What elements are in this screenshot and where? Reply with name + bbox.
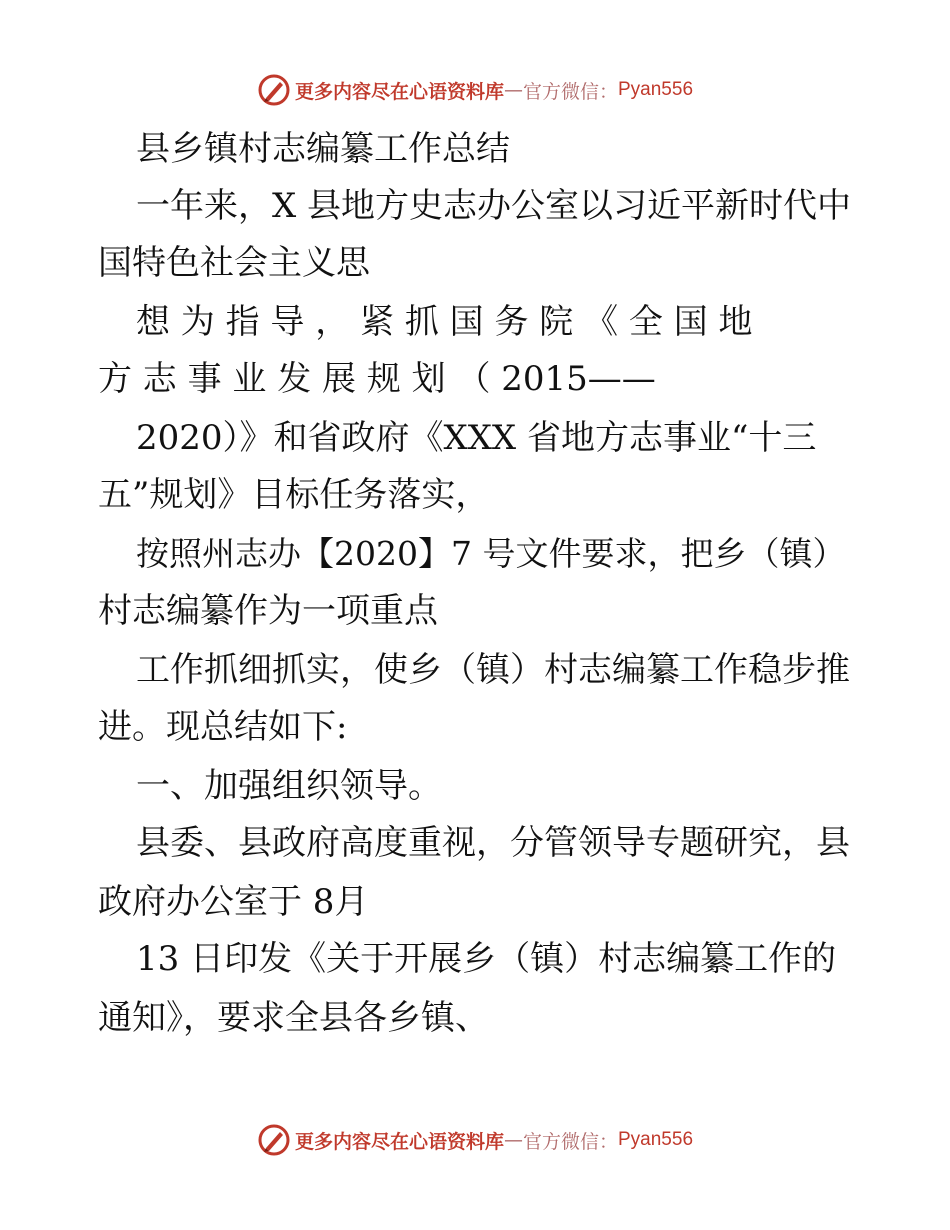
pen-logo-icon bbox=[257, 73, 291, 107]
paragraph-line: 13 日印发《关于开展乡（镇）村志编纂工作的 bbox=[136, 939, 837, 979]
banner-brand-text: 更多内容尽在心语资料库 bbox=[294, 80, 504, 103]
paragraph-line: 村志编纂作为一项重点 bbox=[98, 591, 438, 631]
banner-wechat-label: 官方微信： bbox=[522, 80, 618, 103]
banner-dash: — bbox=[503, 79, 523, 101]
paragraph-line: 国特色社会主义思 bbox=[98, 243, 370, 283]
banner-dash: — bbox=[503, 1129, 523, 1151]
paragraph-line: 通知》，要求全县各乡镇、 bbox=[98, 998, 489, 1038]
section-heading: 一、加强组织领导。 bbox=[136, 766, 442, 806]
paragraph-line: 2020）》和省政府《XXX 省地方志事业“十三 bbox=[136, 418, 817, 458]
paragraph-line: 按照州志办【2020】7 号文件要求，把乡（镇） bbox=[136, 534, 846, 573]
paragraph-line: 县委、县政府高度重视，分管领导专题研究，县 bbox=[136, 823, 850, 863]
banner-wechat-id: Pyan556 bbox=[618, 79, 694, 100]
paragraph-line: 政府办公室于 8月 bbox=[98, 882, 369, 922]
paragraph-line: 五”规划》目标任务落实， bbox=[98, 475, 490, 515]
document-title: 县乡镇村志编纂工作总结 bbox=[136, 129, 510, 169]
banner-brand-text: 更多内容尽在心语资料库 bbox=[294, 1130, 504, 1153]
paragraph-line: 工作抓细抓实，使乡（镇）村志编纂工作稳步推 bbox=[136, 650, 850, 690]
pen-logo-icon bbox=[257, 1123, 291, 1157]
banner-wechat-label: 官方微信： bbox=[522, 1130, 618, 1153]
banner-wechat-id: Pyan556 bbox=[618, 1129, 694, 1150]
paragraph-line: 方 志 事 业 发 展 规 划 （ 2015—— bbox=[98, 359, 656, 399]
paragraph-line: 进。现总结如下: bbox=[98, 707, 348, 747]
footer-watermark-banner bbox=[0, 1120, 950, 1160]
paragraph-line: 一年来，X 县地方史志办公室以习近平新时代中 bbox=[136, 186, 852, 226]
header-watermark-banner bbox=[0, 70, 950, 110]
paragraph-line: 想 为 指 导 ， 紧 抓 国 务 院 《 全 国 地 bbox=[136, 302, 753, 342]
